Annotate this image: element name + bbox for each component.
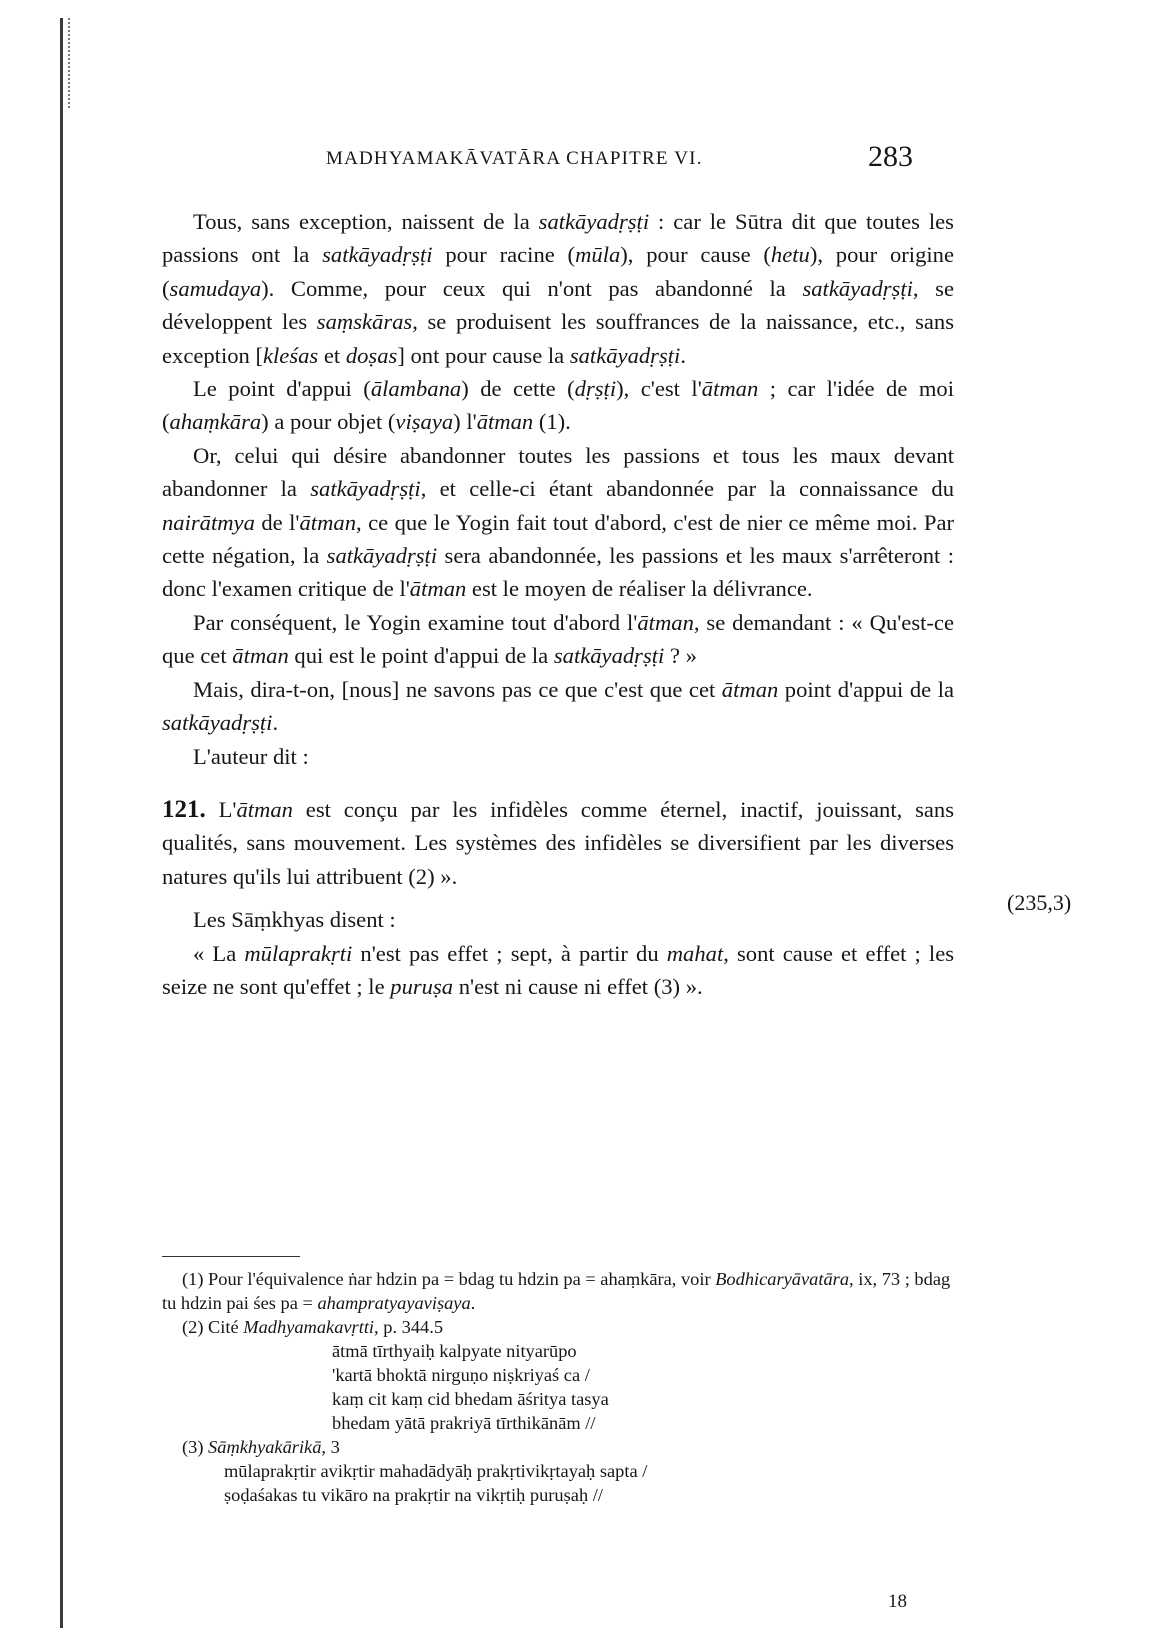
main-text	[162, 205, 954, 1003]
verse-line: ṣoḍaśakas tu vikāro na prakṛtir na vikṛtiḥ puruṣaḥ //	[224, 1485, 603, 1505]
footnote-2: (2) Cité Madhyamakavṛtti, p. 344.5	[182, 1317, 444, 1337]
paragraph-8: « La mūlaprakṛti n'est pas effet ; sept, à partir du mahat, sont cause et effet ; les seize ne sont qu'effet ; le puruṣa n'est ni cause ni effet (3) ».	[162, 940, 955, 999]
verse-line: bhedam yātā prakriyā tīrthikānām //	[332, 1413, 596, 1433]
running-header: MADHYAMAKĀVATĀRA CHAPITRE VI.	[326, 148, 703, 169]
margin-reference: (235,3)	[1007, 890, 1072, 915]
verse-line: kaṃ cit kaṃ cid bhedam āśritya tasya	[332, 1389, 609, 1409]
footnote-rule	[162, 1256, 300, 1257]
verse-line: 'kartā bhoktā nirguṇo niṣkriyaś ca /	[332, 1365, 590, 1385]
paragraph-2: Le point d'appui (ālambana) de cette (dṛṣṭi), c'est l'ātman ; car l'idée de moi (ahaṃkāra) a pour objet (viṣaya) l'ātman (1).	[162, 376, 954, 435]
footnotes	[162, 1267, 962, 1507]
paragraph-3: Or, celui qui désire abandonner toutes les passions et tous les maux devant abandonner la satkāyadṛṣṭi, et celle-ci étant abandonnée par la connaissance du nairātmya de l'ātman, ce que le Yogin fait tout d'abord, c'est de nier ce même moi. Par cette négation, la satkāyadṛṣṭi sera abandonnée, les passions et les maux s'arrêteront : donc l'examen critique de l'ātman est le moyen de réaliser la délivrance.	[162, 442, 955, 602]
footnote-2-verse	[162, 1339, 962, 1435]
verse-121: 121. L'ātman est conçu par les infidèles comme éternel, inactif, jouissant, sans qualités, sans mouvement. Les systèmes des infidèles se diversifient par les diverses natures qu'ils lui attribuent (2) ».	[162, 795, 954, 889]
verse-number: 121.	[162, 795, 206, 823]
footnote-3: (3) Sāṃkhyakārikā, 3	[182, 1437, 340, 1457]
page-number: 283	[868, 140, 913, 173]
paragraph-4: Par conséquent, le Yogin examine tout d'abord l'ātman, se demandant : « Qu'est-ce que cet ātman qui est le point d'appui de la satkāyadṛṣṭi ? »	[162, 609, 954, 669]
paragraph-1: Tous, sans exception, naissent de la satkāyadṛṣṭi : car le Sūtra dit que toutes les passions ont la satkāyadṛṣṭi pour racine (mūla), pour cause (hetu), pour origine (samudaya). Comme, pour ceux qui n'ont pas abandonné la satkāyadṛṣṭi, se développent les saṃskāras, se produisent les souffrances de la naissance, etc., sans exception [kleśas et doṣas] ont pour cause la satkāyadṛṣṭi.	[162, 209, 954, 368]
footnote-3-verse	[162, 1459, 962, 1507]
paragraph-6: L'auteur dit :	[193, 743, 309, 769]
paragraph-7: Les Sāṃkhyas disent :	[193, 907, 396, 933]
paragraph-5: Mais, dira-t-on, [nous] ne savons pas ce que c'est que cet ātman point d'appui de la satkāyadṛṣṭi.	[162, 676, 955, 736]
verse-line: ātmā tīrthyaiḥ kalpyate nityarūpo	[332, 1341, 577, 1361]
footnote-1: (1) Pour l'équivalence ṅar hdzin pa = bdag tu hdzin pa = ahaṃkāra, voir Bodhicaryāvatāra, ix, 73 ; bdag tu hdzin pai śes pa = ahampratyayaviṣaya.	[162, 1269, 951, 1313]
verse-line: mūlaprakṛtir avikṛtir mahadādyāḥ prakṛtivikṛtayaḥ sapta /	[224, 1461, 648, 1481]
sheet-number: 18	[888, 1591, 907, 1612]
